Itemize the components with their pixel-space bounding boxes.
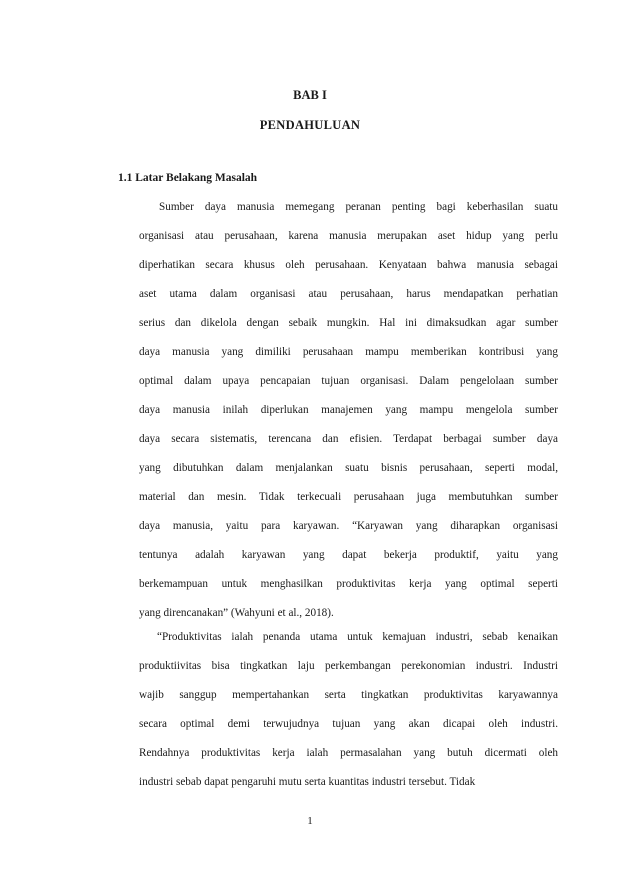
paragraph-line: produktiivitas bisa tingkatkan laju perkembangan perekonomian industri. Industri: [139, 660, 558, 672]
paragraph-line: industri sebab dapat pengaruhi mutu serta kuantitas industri tersebut. Tidak: [139, 776, 476, 788]
section-heading: 1.1 Latar Belakang Masalah: [118, 172, 258, 184]
paragraph-line: daya manusia inilah diperlukan manajemen yang mampu mengelola sumber: [139, 404, 558, 416]
paragraph-line: secara optimal demi terwujudnya tujuan yang akan dicapai oleh industri.: [139, 718, 558, 730]
paragraph-1: [139, 199, 558, 629]
paragraph-line: diperhatikan secara khusus oleh perusahaan. Kenyataan bahwa manusia sebagai: [139, 259, 558, 271]
paragraph-line: tentunya adalah karyawan yang dapat bekerja produktif, yaitu yang: [139, 549, 558, 561]
paragraph-line: material dan mesin. Tidak terkecuali perusahaan juga membutuhkan sumber: [139, 491, 558, 503]
paragraph-line: serius dan dikelola dengan sebaik mungkin. Hal ini dimaksudkan agar sumber: [139, 317, 558, 329]
chapter-number: BAB I: [293, 88, 327, 102]
paragraph-line: berkemampuan untuk menghasilkan produktivitas kerja yang optimal seperti: [139, 578, 558, 590]
paragraph-line: daya manusia, yaitu para karyawan. “Karyawan yang diharapkan organisasi: [139, 520, 558, 532]
paragraph-line: “Produktivitas ialah penanda utama untuk kemajuan industri, sebab kenaikan: [157, 631, 558, 643]
paragraph-line: Rendahnya produktivitas kerja ialah permasalahan yang butuh dicermati oleh: [139, 747, 558, 759]
page-number: 1: [307, 815, 313, 827]
paragraph-line: optimal dalam upaya pencapaian tujuan organisasi. Dalam pengelolaan sumber: [139, 375, 558, 387]
paragraph-line: daya manusia yang dimiliki perusahaan mampu memberikan kontribusi yang: [139, 346, 558, 358]
paragraph-line: aset utama dalam organisasi atau perusahaan, harus mendapatkan perhatian: [139, 288, 558, 300]
paragraph-2: [139, 629, 558, 799]
paragraph-line: daya secara sistematis, terencana dan efisien. Terdapat berbagai sumber daya: [139, 433, 558, 445]
paragraph-line: wajib sanggup mempertahankan serta tingkatkan produktivitas karyawannya: [139, 689, 558, 701]
paragraph-line: yang dibutuhkan dalam menjalankan suatu bisnis perusahaan, seperti modal,: [139, 462, 558, 474]
paragraph-line: organisasi atau perusahaan, karena manusia merupakan aset hidup yang perlu: [139, 230, 558, 242]
paragraph-line: yang direncanakan” (Wahyuni et al., 2018).: [139, 607, 334, 619]
paragraph-line: Sumber daya manusia memegang peranan penting bagi keberhasilan suatu: [159, 201, 558, 213]
chapter-title: PENDAHULUAN: [259, 118, 361, 132]
